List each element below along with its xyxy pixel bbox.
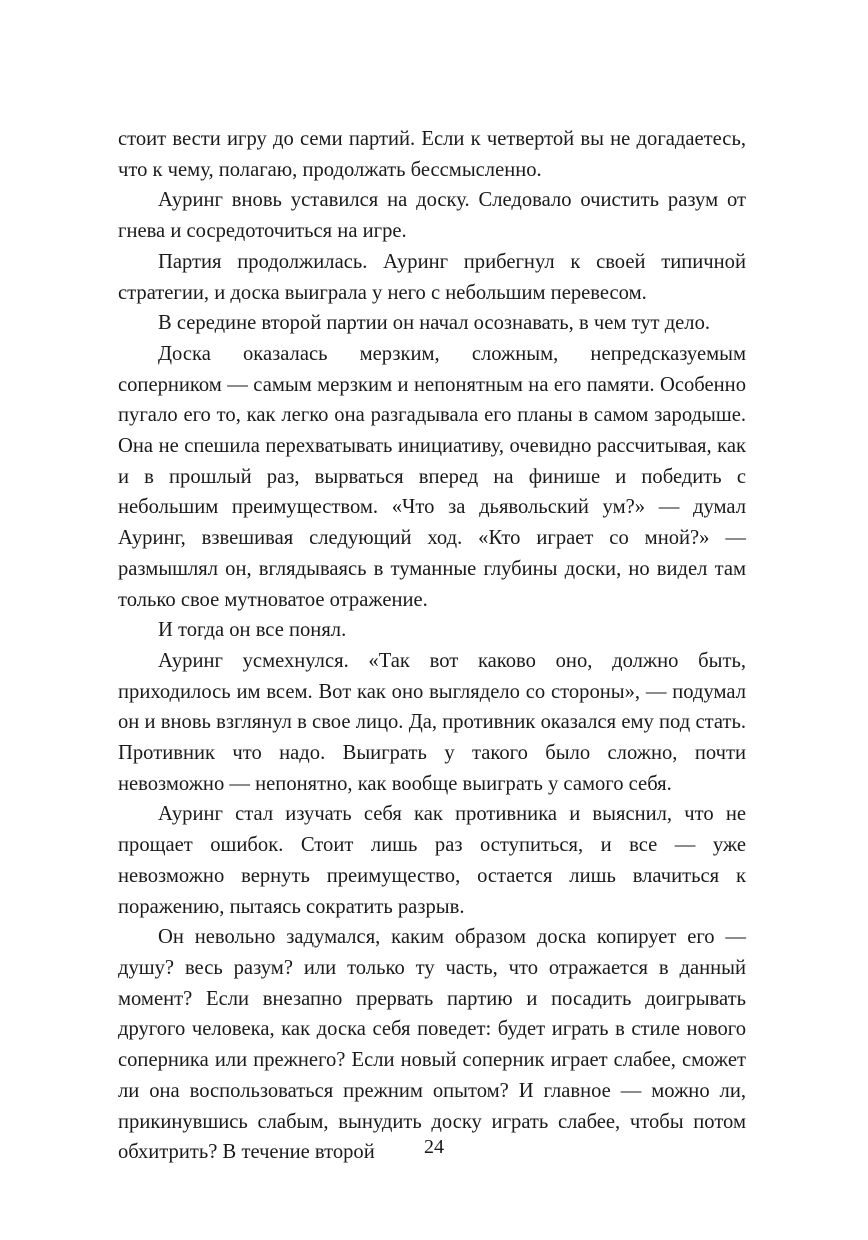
paragraph: Доска оказалась мерзким, сложным, непредсказуемым соперником — самым мерзким и непонятным на его памяти. Особенно пугало его то, как легко она разгадывала его планы в самом зародыше. Она не спешила перехватывать инициативу, очевидно рассчитывая, как и в прошлый раз, вырваться вперед на финише и победить с небольшим преимуществом. «Что за дьявольский ум?» — думал Ауринг, взвешивая следующий ход. «Кто играет со мной?» — размышлял он, вглядываясь в туманные глубины доски, но видел там только свое мутноватое отражение.	[118, 342, 746, 611]
paragraph: И тогда он все понял.	[158, 619, 347, 642]
paragraph: Ауринг усмехнулся. «Так вот каково оно, должно быть, приходилось им всем. Вот как оно выглядело со стороны», — подумал он и вновь взглянул в свое лицо. Да, противник оказался ему под стать. Противник что надо. Выиграть у такого было сложно, почти невозможно — непонятно, как вообще выиграть у самого себя.	[118, 649, 746, 795]
body-text	[118, 124, 746, 1168]
paragraph: Ауринг вновь уставился на доску. Следовало очистить разум от гнева и сосредоточиться на игре.	[118, 189, 746, 243]
paragraph: Он невольно задумался, каким образом доска копирует его — душу? весь разум? или только ту часть, что отражается в данный момент? Если внезапно прервать партию и посадить доигрывать другого человека, как доска себя поведет: будет играть в стиле нового соперника или прежнего? Если новый соперник играет слабее, сможет ли она воспользоваться прежним опытом? И главное — можно ли, прикинувшись слабым, вынудить доску играть слабее, чтобы потом обхитрить? В течение второй	[118, 926, 746, 1164]
paragraph: Ауринг стал изучать себя как противника и выяснил, что не прощает ошибок. Стоит лишь раз оступиться, и все — уже невозможно вернуть преимущество, остается лишь влачиться к поражению, пытаясь сократить разрыв.	[118, 803, 746, 918]
paragraph-continuation: стоит вести игру до семи партий. Если к четвертой вы не догадаетесь, что к чему, полагаю, продолжать бессмысленно.	[118, 128, 746, 181]
paragraph: Партия продолжилась. Ауринг прибегнул к своей типичной стратегии, и доска выиграла у него с небольшим перевесом.	[118, 250, 746, 304]
paragraph: В середине второй партии он начал осознавать, в чем тут дело.	[158, 312, 711, 335]
page-number: 24	[424, 1136, 444, 1158]
